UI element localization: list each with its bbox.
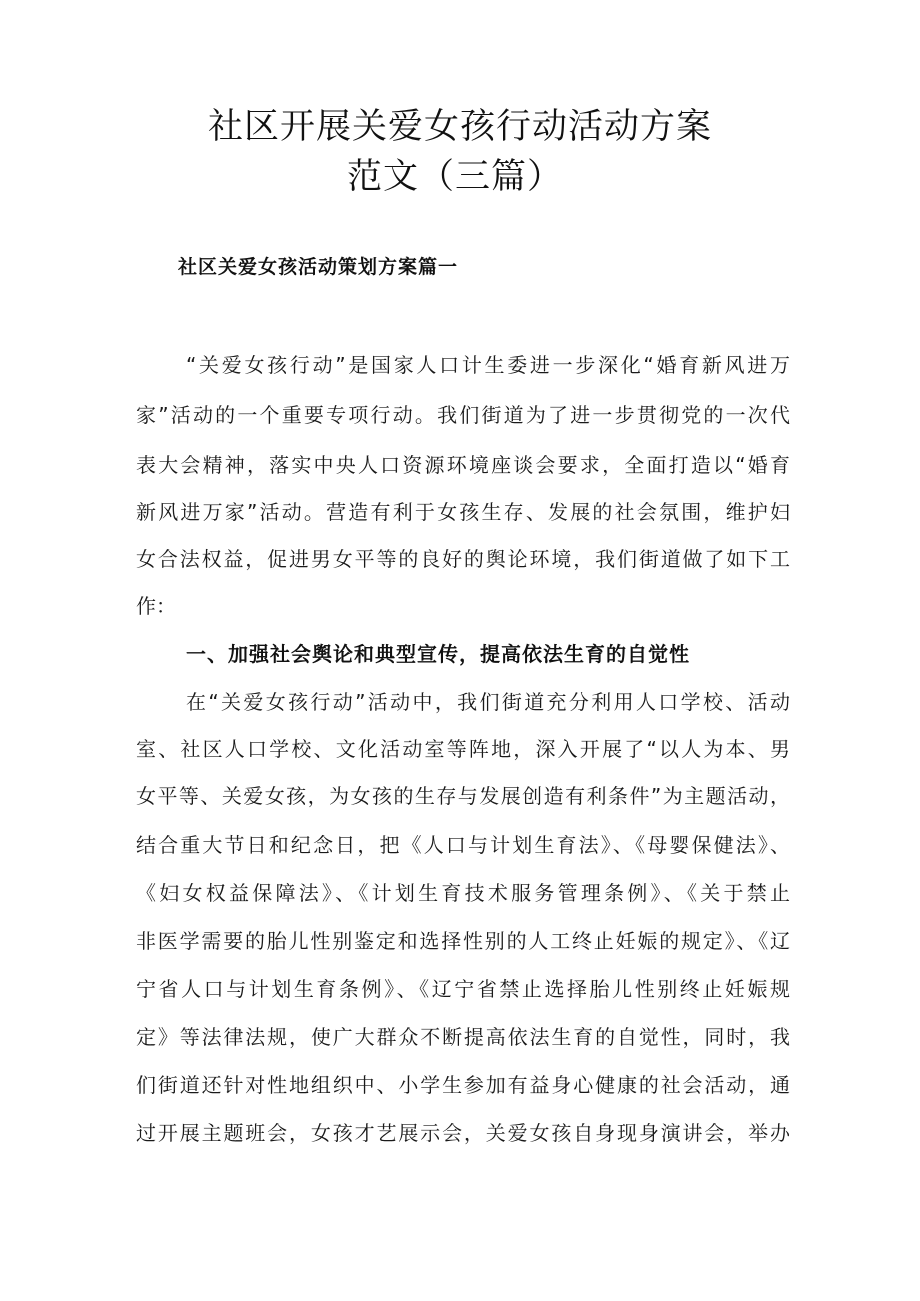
- document-title-line-2: 范文（三篇）: [346, 157, 563, 197]
- paragraph-line: 新风进万家”活动。营造有利于女孩生存、发展的社会氛围，维护妇: [136, 500, 790, 524]
- paragraph-line: 在“关爱女孩行动”活动中，我们街道充分利用人口学校、活动: [186, 690, 790, 714]
- paragraph-line: 女合法权益，促进男女平等的良好的舆论环境，我们街道做了如下工: [136, 547, 790, 571]
- paragraph-line: 女平等、关爱女孩，为女孩的生存与发展创造有利条件”为主题活动，: [136, 784, 790, 808]
- paragraph-line: 非医学需要的胎儿性别鉴定和选择性别的人工终止妊娠的规定》、《辽: [136, 929, 790, 953]
- paragraph-line: 过开展主题班会，女孩才艺展示会，关爱女孩自身现身演讲会，举办: [136, 1121, 790, 1145]
- document-title-line-1: 社区开展关爱女孩行动活动方案: [207, 107, 712, 147]
- paragraph-line: 宁省人口与计划生育条例》、《辽宁省禁止选择胎儿性别终止妊娠规: [136, 977, 790, 1001]
- paragraph-line: 定》等法律法规，使广大群众不断提高依法生育的自觉性，同时，我: [136, 1025, 790, 1049]
- paragraph-line: 结合重大节日和纪念日，把《人口与计划生育法》、《母婴保健法》、: [136, 833, 790, 857]
- paragraph-line: 室、社区人口学校、文化活动室等阵地，深入开展了“以人为本、男: [136, 737, 790, 761]
- paragraph-line: 《妇女权益保障法》、《计划生育技术服务管理条例》、《关于禁止: [136, 881, 790, 905]
- paragraph-line: 们街道还针对性地组织中、小学生参加有益身心健康的社会活动，通: [136, 1073, 790, 1097]
- section-title: 社区关爱女孩活动策划方案篇一: [178, 256, 459, 278]
- paragraph-line: “关爱女孩行动”是国家人口计生委进一步深化“婚育新风进万: [186, 353, 790, 377]
- subsection-heading: 一、加强社会舆论和典型宣传，提高依法生育的自觉性: [186, 642, 690, 666]
- paragraph-line: 作：: [136, 594, 176, 618]
- paragraph-line: 家”活动的一个重要专项行动。我们街道为了进一步贯彻党的一次代: [136, 403, 790, 427]
- paragraph-line: 表大会精神，落实中央人口资源环境座谈会要求，全面打造以“婚育: [136, 453, 790, 477]
